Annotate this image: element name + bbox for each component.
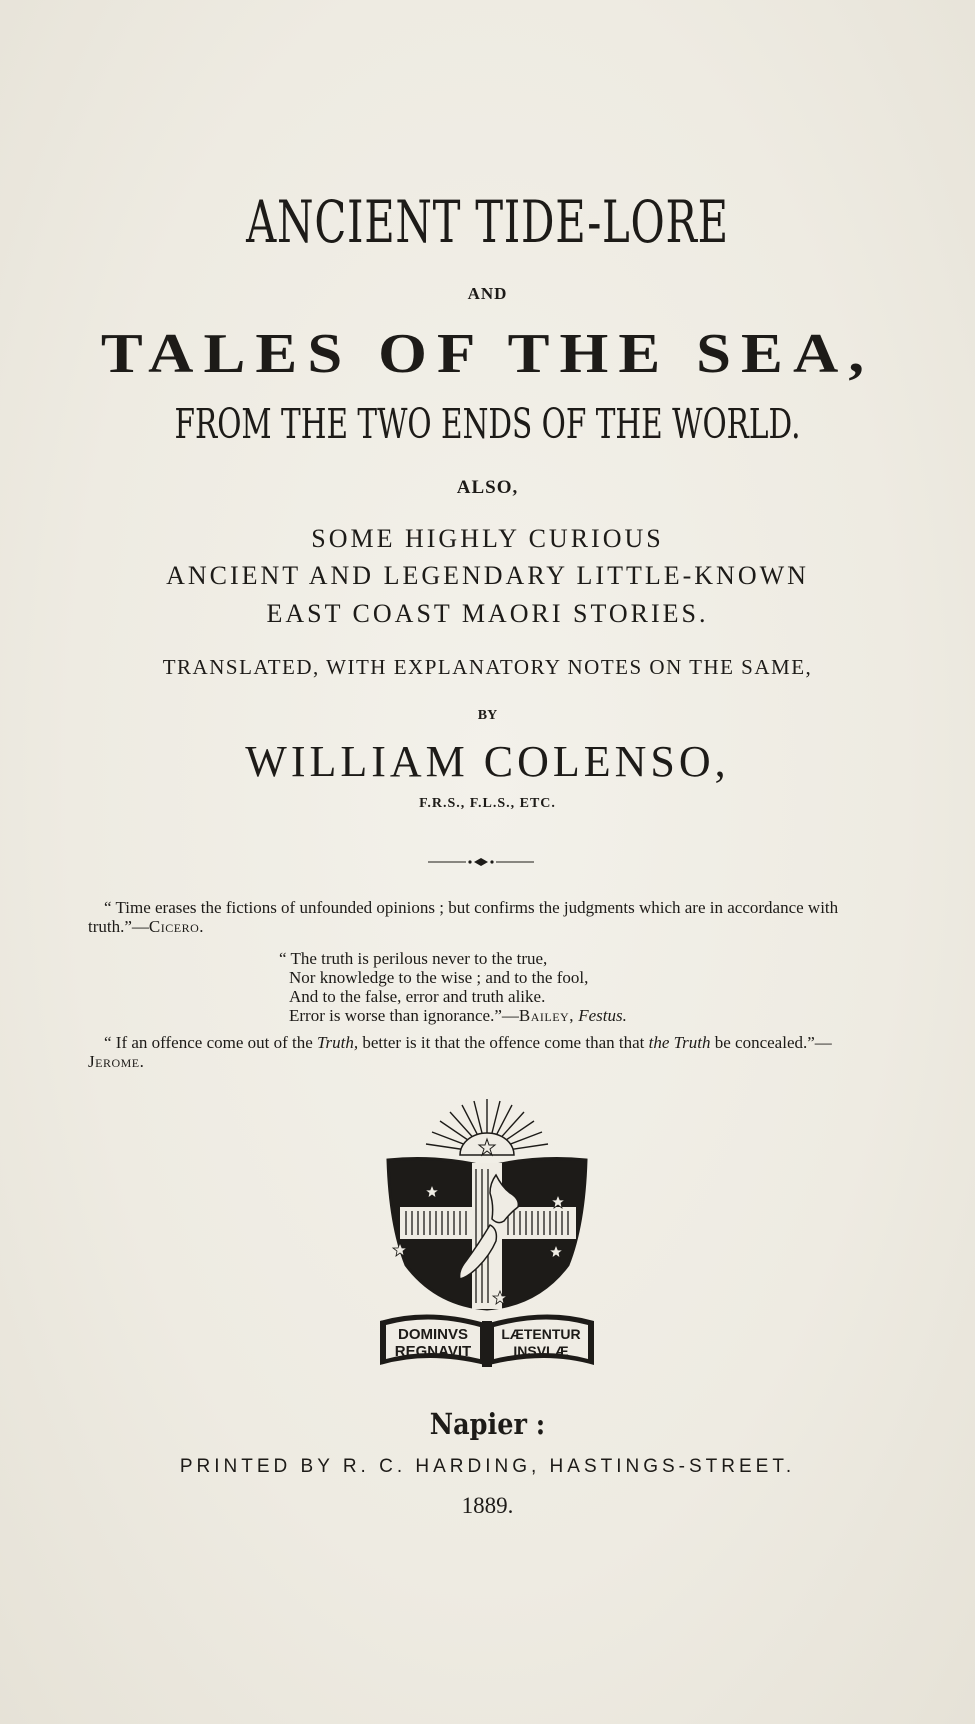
epigraph-bailey-line-4-text: Error is worse than ignorance.”— <box>289 1006 519 1025</box>
epigraph-jerome-source: Jerome. <box>88 1052 145 1071</box>
epigraph-jerome-part-2: better is it that the offence come than that <box>358 1033 649 1052</box>
author-name: WILLIAM COLENSO, <box>245 737 730 786</box>
epigraph-bailey-line-4 <box>289 1006 769 1025</box>
motto-left-top: DOMINVS <box>397 1326 469 1343</box>
title-line-1: ANCIENT TIDE-LORE <box>246 188 729 256</box>
epigraph-jerome <box>88 1033 878 1071</box>
motto-left-bottom: REGNAVIT <box>394 1343 472 1360</box>
epigraph-bailey-line-3: And to the false, error and truth alike. <box>289 987 546 1006</box>
epigraph-bailey-line-2: Nor knowledge to the wise ; and to the fool, <box>289 968 589 987</box>
title-line-2: TALES OF THE SEA, <box>100 323 875 385</box>
motto-right-top: LÆTENTUR <box>501 1326 581 1342</box>
translated-line: TRANSLATED, WITH EXPLANATORY NOTES ON THE SAME, <box>162 655 813 679</box>
subtitle-line-3: EAST COAST MAORI STORIES. <box>266 599 709 628</box>
subtitle-line-2: ANCIENT AND LEGENDARY LITTLE-KNOWN <box>166 561 809 590</box>
epigraph-cicero-source: Cicero. <box>148 917 204 936</box>
imprint-year: 1889. <box>461 1493 514 1518</box>
epigraph-jerome-part-1: “ If an offence come out of the <box>104 1033 318 1052</box>
imprint-printer: PRINTED BY R. C. HARDING, HASTINGS-STREET. <box>179 1456 796 1477</box>
by-label: BY <box>477 708 498 723</box>
title-line-3: FROM THE TWO ENDS OF THE WORLD. <box>174 400 801 448</box>
open-book-motto-icon <box>380 1314 594 1367</box>
epigraph-jerome-italic-1: Truth, <box>317 1033 359 1052</box>
ornament-divider-icon <box>428 855 534 869</box>
epigraph-cicero-text: “ Time erases the fictions of unfounded opinions ; but confirms the judgments which are in accordance with truth.”— <box>88 898 839 936</box>
epigraph-cicero <box>88 898 878 936</box>
coat-of-arms-crest-icon <box>378 1095 596 1375</box>
motto-right-bottom: INSVLÆ <box>513 1343 569 1359</box>
imprint-city: Napier : <box>429 1407 546 1441</box>
shield-icon <box>388 1159 586 1309</box>
epigraph-jerome-part-3: be concealed.”— <box>710 1033 832 1052</box>
epigraph-bailey-line-1: “ The truth is perilous never to the true, <box>279 949 548 968</box>
epigraph-bailey <box>279 949 769 1025</box>
epigraph-bailey-work: Festus. <box>578 1006 627 1025</box>
author-degrees: F.R.S., F.L.S., ETC. <box>419 796 556 811</box>
epigraph-jerome-italic-2: the Truth <box>648 1033 711 1052</box>
also-label: ALSO, <box>456 477 519 498</box>
title-and: AND <box>467 284 508 303</box>
epigraph-bailey-author: Bailey, <box>518 1006 574 1025</box>
subtitle-line-1: SOME HIGHLY CURIOUS <box>311 524 664 553</box>
